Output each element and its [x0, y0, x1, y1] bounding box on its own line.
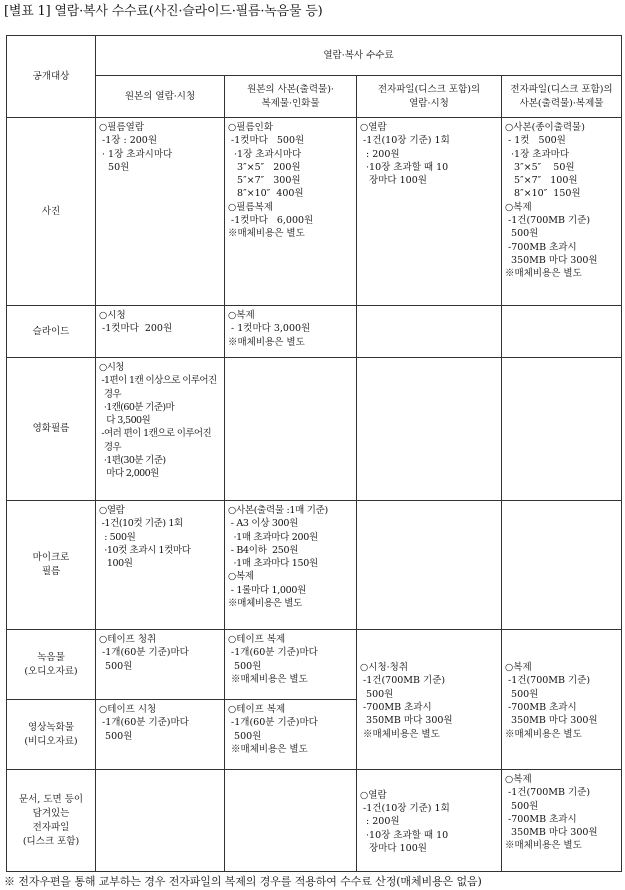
cell: ○시청 -1컷마다 200원: [96, 306, 225, 358]
cell: [502, 306, 622, 358]
cell: ○복제 - 1컷마다 3,000원 ※매체비용은 별도: [225, 306, 357, 358]
cell: ○사본(출력물 :1매 기준) - A3 이상 300원 ·1매 초과마다 200원 - B4이하 250원 ·1매 초과마다 150원 ○복제 - 1롤마다 1,000원 ※매체비용은 별도: [225, 501, 357, 630]
cell: [357, 501, 502, 630]
table-row: [7, 501, 622, 630]
cell: ○시청·청취 -1건(700MB 기준) 500원 -700MB 초과시 350MB 마다 300원 ※매체비용은 별도: [357, 630, 502, 770]
row-label: 영상녹화물 (비디오자료): [7, 700, 96, 770]
cell: ○사본(종이출력물) - 1컷 500원 ·1장 초과마다 3″×5″ 50원 5″×7″ 100원 8″×10″ 150원 ○복제 -1건(700MB 기준) 500원 -700MB 초과시 350MB 마다 300원 ※매체비용은 별도: [502, 118, 622, 306]
row-label: 녹음물 (오디오자료): [7, 630, 96, 700]
header-target: 공개대상: [7, 36, 96, 118]
cell: [96, 770, 225, 872]
cell: ○테이프 복제 -1개(60분 기준)마다 500원 ※매체비용은 별도: [225, 700, 357, 770]
row-label: 마이크로 필름: [7, 501, 96, 630]
page-title: [별표 1] 열람·복사 수수료(사진·슬라이드·필름·녹음물 등): [4, 4, 323, 19]
row-label: 사진: [7, 118, 96, 306]
cell: [225, 770, 357, 872]
cell: ○열람 -1건(10컷 기준) 1회 : 500원 ·10컷 초과시 1컷마다 100원: [96, 501, 225, 630]
header-col-3: 전자파일(디스크 포함)의 열람·시청: [357, 76, 502, 118]
cell: ○열람 -1건(10장 기준) 1회 : 200원 ·10장 초과할 때 10 장마다 100원: [357, 770, 502, 872]
row-label: 문서, 도면 등이 담겨있는 전자파일 (디스크 포함): [7, 770, 96, 872]
header-col-2: 원본의 사본(출력물)· 복제물·인화물: [225, 76, 357, 118]
cell: [357, 358, 502, 501]
cell: ○복제 -1건(700MB 기준) 500원 -700MB 초과시 350MB 마다 300원 ※매체비용은 별도: [502, 630, 622, 770]
row-label: 슬라이드: [7, 306, 96, 358]
table-row: [7, 630, 622, 700]
cell: [357, 306, 502, 358]
cell: ○열람 -1건(10장 기준) 1회 : 200원 ·10장 초과할 때 10 장마다 100원: [357, 118, 502, 306]
cell: ○복제 -1건(700MB 기준) 500원 -700MB 초과시 350MB 마다 300원 ※매체비용은 별도: [502, 770, 622, 872]
fee-table: [6, 35, 622, 872]
row-label: 영화필름: [7, 358, 96, 501]
header-col-4: 전자파일(디스크 포함)의 사본(출력물)·복제물: [502, 76, 622, 118]
table-row: [7, 306, 622, 358]
footnote: ※ 전자우편을 통해 교부하는 경우 전자파일의 복제의 경우를 적용하여 수수료 산정(매체비용은 없음): [4, 875, 482, 888]
cell: ○필름열람 -1장 : 200원 · 1장 초과시마다 50원: [96, 118, 225, 306]
header-col-1: 원본의 열람·시청: [96, 76, 225, 118]
cell: [502, 358, 622, 501]
table-row: [7, 358, 622, 501]
cell: ○테이프 시청 -1개(60분 기준)마다 500원: [96, 700, 225, 770]
cell: [502, 501, 622, 630]
table-row: [7, 118, 622, 306]
cell: ○시청 -1편이 1캔 이상으로 이루어진 경우 ·1캔(60분 기준)마 다 3,500원 -여러 편이 1캔으로 이루어진 경우 ·1편(30분 기준) 마다 2,000원: [96, 358, 225, 501]
table-row: [7, 770, 622, 872]
cell: [225, 358, 357, 501]
cell: ○테이프 복제 -1개(60분 기준)마다 500원 ※매체비용은 별도: [225, 630, 357, 700]
header-group: 열람·복사 수수료: [96, 36, 622, 76]
cell: ○필름인화 -1컷마다 500원 ·1장 초과시마다 3″×5″ 200원 5″×7″ 300원 8″×10″ 400원 ○필름복제 -1컷마다 6,000원 ※매체비용은 별도: [225, 118, 357, 306]
cell: ○테이프 청취 -1개(60분 기준)마다 500원: [96, 630, 225, 700]
